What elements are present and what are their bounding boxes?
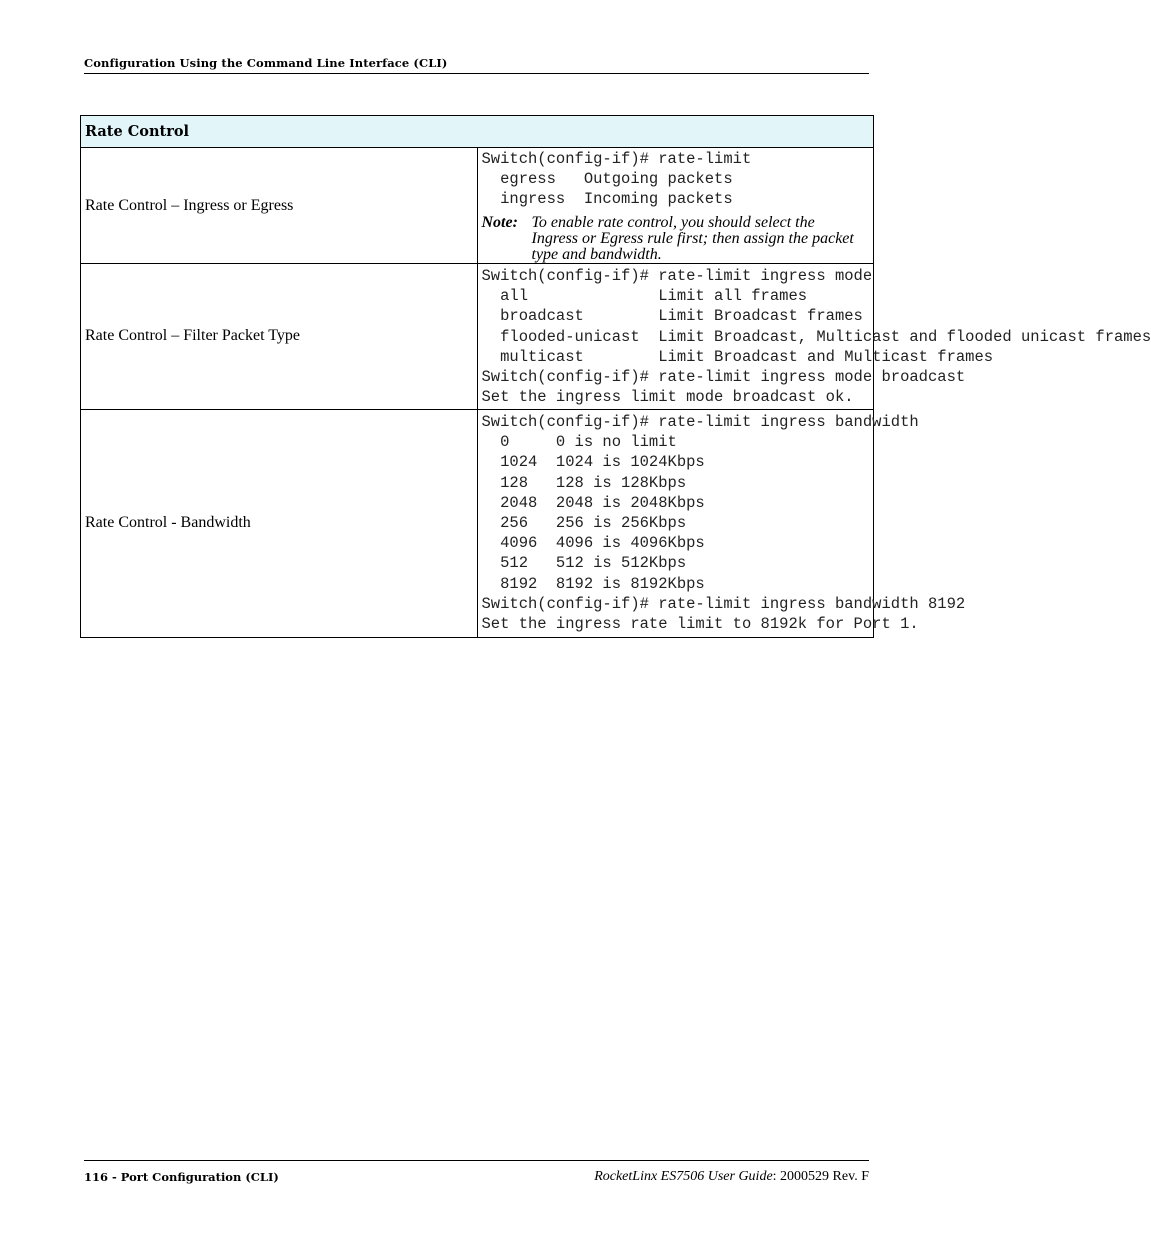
table-title: Rate Control — [81, 116, 874, 148]
row-label: Rate Control - Bandwidth — [81, 409, 478, 637]
note-label: Note: — [481, 213, 518, 231]
row-label: Rate Control – Filter Packet Type — [81, 263, 478, 409]
row-content — [477, 409, 966, 637]
row-content — [477, 148, 874, 264]
table-row — [81, 148, 874, 264]
cli-code-block: Switch(config-if)# rate-limit ingress bandwidth 0 0 is no limit 1024 1024 is 1024Kbps 128 128 is 128Kbps 2048 2048 is 2048Kbps 256 256 is 256Kbps 4096 4096 is 4096Kbps 512 512 is 512Kbps 8192 8192 is 8192Kbps Switch(config-if)# rate-limit ingress bandwidth 8192 Set the ingress rate limit to 8192k for Port 1. — [481, 412, 966, 634]
header-rule — [84, 73, 869, 74]
footer-product: RocketLinx ES7506 User Guide — [594, 1169, 773, 1184]
rate-control-table — [80, 115, 1151, 638]
note — [482, 215, 874, 263]
row-label: Rate Control – Ingress or Egress — [81, 148, 478, 264]
cli-code-block: Switch(config-if)# rate-limit ingress mode all Limit all frames broadcast Limit Broadcast frames flooded-unicast Limit Broadcast, Multicast and flooded unicast frames multicast Limit Broadcast and Multicast frames Switch(config-if)# rate-limit ingress mode broadcast Set the ingress limit mode broadcast ok. — [481, 266, 1151, 407]
table-row — [81, 409, 874, 637]
page-header: Configuration Using the Command Line Interface (CLI) — [84, 56, 448, 70]
footer-doc-info — [594, 1169, 869, 1185]
note-text: To enable rate control, you should select the Ingress or Egress rule first; then assign the packet type and bandwidth. — [531, 213, 854, 263]
footer-rule — [84, 1160, 869, 1161]
cli-code-block: Switch(config-if)# rate-limit egress Outgoing packets ingress Incoming packets — [481, 150, 752, 209]
footer-page-label: 116 - Port Configuration (CLI) — [84, 1170, 279, 1184]
footer-revision: : 2000529 Rev. F — [772, 1169, 869, 1184]
table-row — [81, 263, 874, 409]
row-content — [477, 263, 1151, 409]
